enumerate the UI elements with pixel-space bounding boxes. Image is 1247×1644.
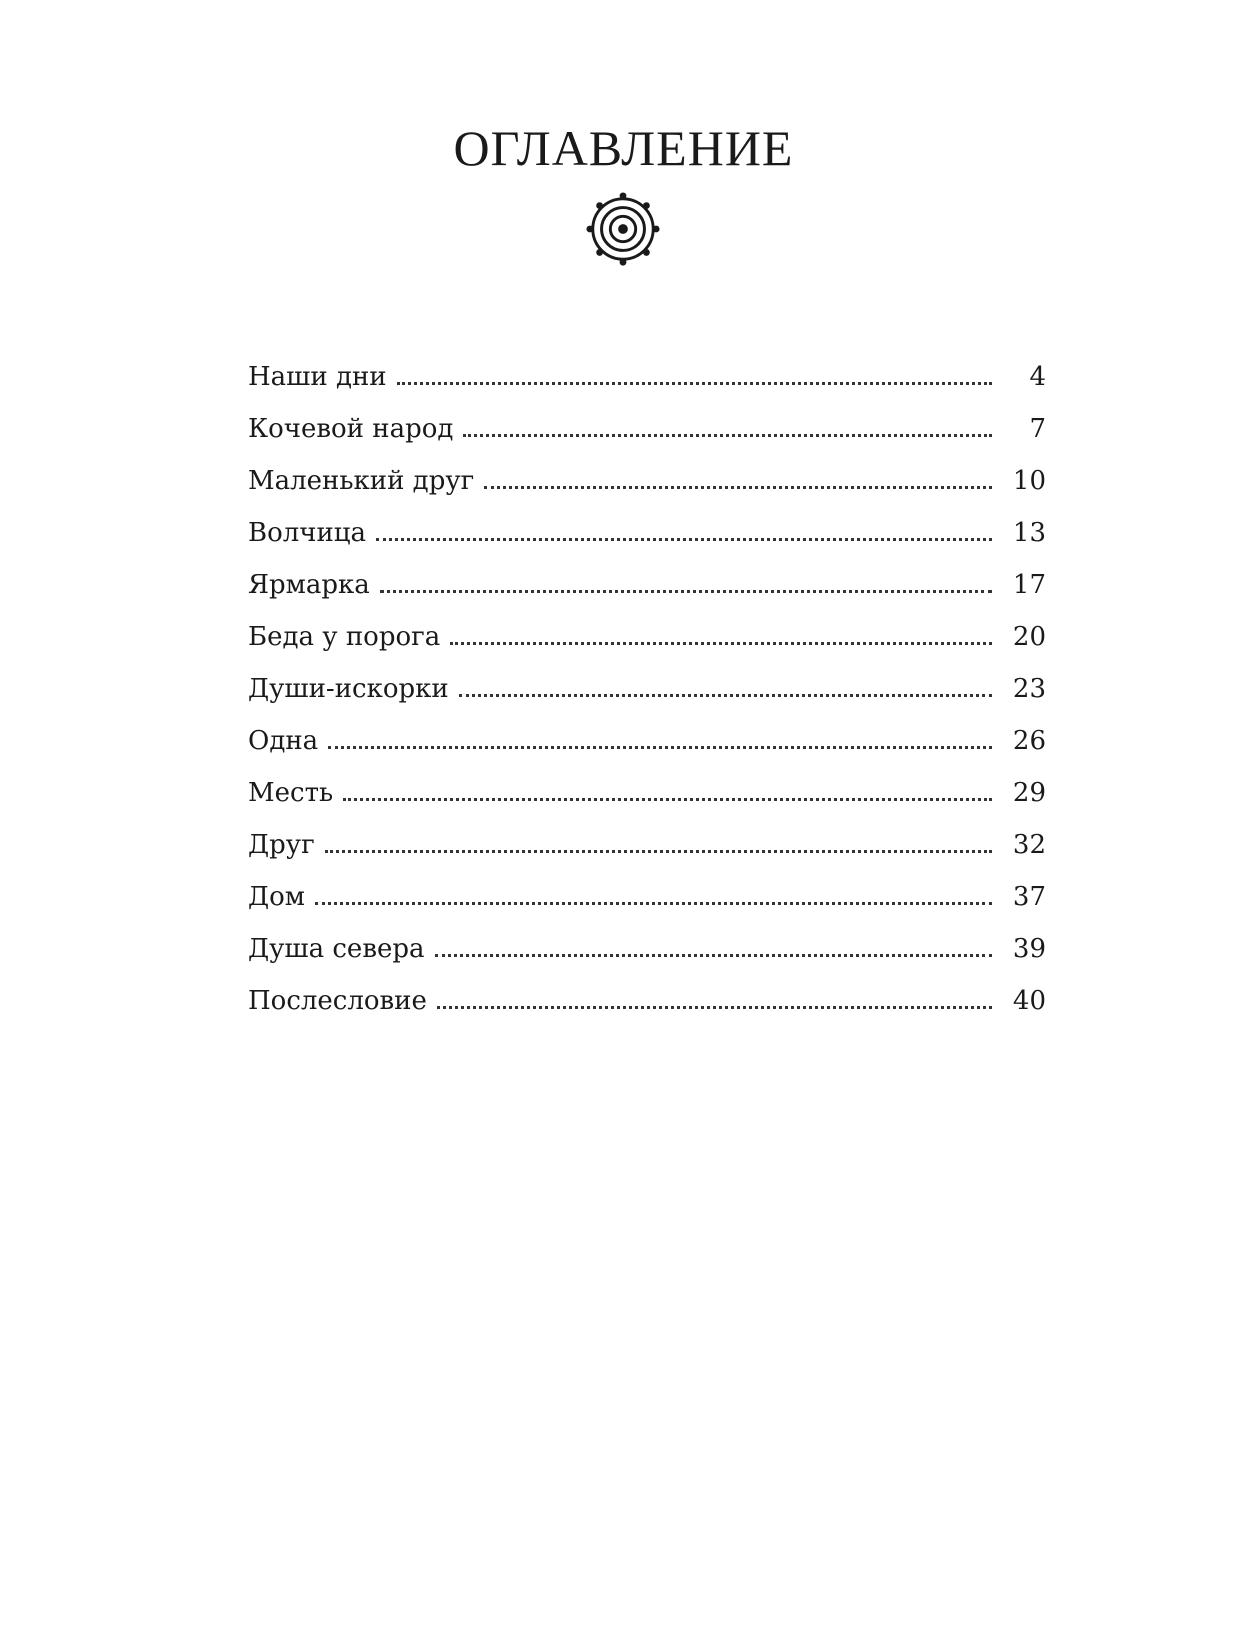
toc-entry[interactable]: [248, 934, 1046, 986]
toc-dot-leader: [397, 382, 992, 385]
toc-entry[interactable]: [248, 778, 1046, 830]
toc-dot-leader: [459, 694, 992, 697]
toc-entry-title: Беда у порога: [248, 622, 441, 652]
toc-entry-title: Ярмарка: [248, 570, 370, 600]
toc-dot-leader: [328, 746, 992, 749]
toc-entry-title: Друг: [248, 830, 315, 860]
toc-entry[interactable]: [248, 882, 1046, 934]
toc-dot-leader: [376, 538, 992, 541]
toc-dot-leader: [315, 902, 992, 905]
toc-entry-title: Дом: [248, 882, 306, 912]
toc-entry-page-number: 29: [1012, 778, 1046, 808]
toc-entry-page-number: 10: [1012, 466, 1046, 496]
toc-entry-title: Маленький друг: [248, 466, 475, 496]
toc-entry-title: Души-искорки: [248, 674, 449, 704]
toc-entry[interactable]: [248, 466, 1046, 518]
toc-entry-title: Душа севера: [248, 934, 425, 964]
toc-dot-leader: [484, 486, 992, 489]
toc-dot-leader: [325, 850, 992, 853]
toc-entry-title: Одна: [248, 726, 319, 756]
toc-entry[interactable]: [248, 414, 1046, 466]
toc-entry[interactable]: [248, 622, 1046, 674]
toc-entry-page-number: 23: [1012, 674, 1046, 704]
page-title: ОГЛАВЛЕНИЕ: [453, 120, 794, 176]
toc-dot-leader: [463, 434, 992, 437]
toc-entry[interactable]: [248, 726, 1046, 778]
concentric-circle-ornament-icon: [584, 190, 662, 268]
toc-entry-title: Кочевой народ: [248, 414, 454, 444]
toc-entry-page-number: 17: [1012, 570, 1046, 600]
toc-entry-page-number: 37: [1012, 882, 1046, 912]
toc-entry-title: Послесловие: [248, 986, 427, 1016]
toc-entry[interactable]: [248, 362, 1046, 414]
toc-entry-title: Волчица: [248, 518, 367, 548]
toc-entry[interactable]: [248, 674, 1046, 726]
toc-entry[interactable]: [248, 570, 1046, 622]
toc-entry-page-number: 40: [1012, 986, 1046, 1016]
toc-entry-page-number: 7: [1029, 414, 1046, 444]
toc-entry-page-number: 26: [1012, 726, 1046, 756]
toc-entry-page-number: 4: [1029, 362, 1046, 392]
toc-entry[interactable]: [248, 830, 1046, 882]
toc-entry-page-number: 39: [1012, 934, 1046, 964]
toc-entry-page-number: 20: [1012, 622, 1046, 652]
toc-entry-title: Месть: [248, 778, 334, 808]
toc-dot-leader: [450, 642, 992, 645]
toc-entry-page-number: 32: [1012, 830, 1046, 860]
toc-dot-leader: [343, 798, 992, 801]
toc-entry-page-number: 13: [1012, 518, 1046, 548]
toc-dot-leader: [437, 1006, 992, 1009]
toc-dot-leader: [380, 590, 992, 593]
table-of-contents: [248, 362, 1046, 1038]
toc-entry[interactable]: [248, 986, 1046, 1038]
toc-entry[interactable]: [248, 518, 1046, 570]
toc-dot-leader: [435, 954, 993, 957]
toc-entry-title: Наши дни: [248, 362, 387, 392]
